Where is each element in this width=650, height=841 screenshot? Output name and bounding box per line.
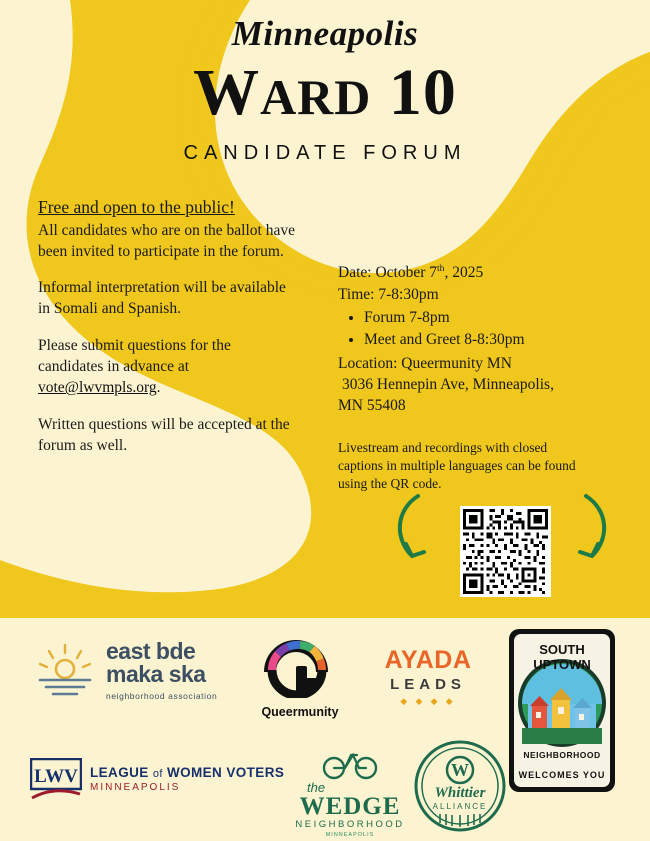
whittier-alliance-badge-icon xyxy=(414,740,506,832)
bicycle-icon xyxy=(321,746,379,780)
logo-text-line-1: AYADA xyxy=(384,646,472,674)
logo-ayada-leads xyxy=(368,648,488,707)
free-and-open-headline: Free and open to the public! xyxy=(38,197,235,217)
svg-text:LWV: LWV xyxy=(34,766,78,787)
logo-of-word: of xyxy=(152,768,163,780)
city-name: Minneapolis xyxy=(231,14,419,53)
lwv-monogram-icon xyxy=(30,758,82,800)
south-uptown-badge-icon xyxy=(508,628,616,793)
logo-text-line-2: MINNEAPOLIS xyxy=(90,782,181,793)
sponsor-logos xyxy=(0,618,650,841)
logo-text-line-2: maka ska xyxy=(106,661,206,688)
interpretation-paragraph: Informal interpretation will be available in Somali and Spanish. xyxy=(38,279,286,318)
logo-the-wedge xyxy=(295,746,405,838)
logo-text-line-2: ALLIANCE xyxy=(432,802,488,811)
event-time: Time: 7-8:30pm xyxy=(338,285,439,303)
logo-text-line-2: LEADS xyxy=(390,676,466,693)
event-address-line-2: MN 55408 xyxy=(338,397,406,415)
candidates-invited-paragraph: All candidates who are on the ballot have been invited to participate in the forum. xyxy=(38,221,295,260)
qr-code[interactable] xyxy=(460,506,551,597)
list-item: • Meet and Greet 8-8:30pm xyxy=(364,329,600,350)
logo-east-bde-maka-ska xyxy=(32,640,247,701)
event-address-line-1: 3036 Hennepin Ave, Minneapolis, xyxy=(342,376,554,394)
logo-queermunity xyxy=(255,636,345,719)
poster-header xyxy=(0,0,650,165)
logo-whittier-alliance xyxy=(414,740,506,832)
event-date xyxy=(338,262,600,284)
logo-text-line-4: WELCOMES YOU xyxy=(518,770,606,780)
list-item: • Forum 7-8pm xyxy=(364,307,600,328)
submit-questions-period: . xyxy=(156,379,161,397)
logo-text-line-1 xyxy=(90,765,284,780)
livestream-note: Livestream and recordings with closed captions in multiple languages can be found using the QR code. xyxy=(338,439,576,491)
ward-word-rest: ARD xyxy=(260,69,372,126)
logo-text-line-3: neighborhood association xyxy=(106,690,218,701)
event-schedule-list xyxy=(338,307,600,351)
logo-text-line-3: NEIGHBORHOOD xyxy=(295,818,405,830)
date-ordinal-suffix: th xyxy=(437,263,445,274)
logo-women-voters-words: WOMEN VOTERS xyxy=(166,765,285,780)
event-date-text: Date: October 7 xyxy=(338,264,437,282)
logo-text-line-2: UPTOWN xyxy=(533,657,591,672)
logo-text-line-4: MINNEAPOLIS xyxy=(325,831,375,838)
ward-word-first-letter: W xyxy=(193,56,261,130)
logo-league-of-women-voters xyxy=(30,758,290,800)
logo-text-line-1: Whittier xyxy=(434,785,486,801)
written-questions-paragraph: Written questions will be accepted at the forum as well. xyxy=(38,416,290,454)
logo-text-line-1: east bde xyxy=(106,638,196,664)
poster-body xyxy=(0,196,650,506)
logo-south-uptown xyxy=(508,628,616,793)
logo-decorative-dots: ◆ ◆ ◆ ◆ xyxy=(400,696,456,706)
event-date-year: , 2025 xyxy=(444,264,484,282)
vote-email-link[interactable]: vote@lwvmpls.org xyxy=(38,379,157,397)
logo-league-word: LEAGUE xyxy=(90,765,149,780)
logo-monogram: W xyxy=(451,760,469,780)
logo-text-line-3: NEIGHBORHOOD xyxy=(523,750,601,760)
qr-code-section xyxy=(382,488,622,598)
rainbow-q-icon xyxy=(260,636,340,698)
logo-text-line-2: WEDGE xyxy=(299,793,401,820)
event-location: Location: Queermunity MN xyxy=(338,354,512,372)
submit-questions-paragraph xyxy=(38,336,300,399)
submit-questions-text: Please submit questions for the candidates in advance at xyxy=(38,337,231,376)
logo-text-line-1: the xyxy=(307,780,326,795)
logo-name: Queermunity xyxy=(261,705,339,719)
poster-subtitle: CANDIDATE FORUM xyxy=(183,141,467,164)
ward-number: 10 xyxy=(388,56,457,130)
logo-text-line-1: SOUTH xyxy=(539,642,585,657)
sun-over-water-icon xyxy=(32,642,98,698)
left-column xyxy=(0,196,300,506)
page-title xyxy=(0,56,650,130)
right-column xyxy=(300,196,600,506)
